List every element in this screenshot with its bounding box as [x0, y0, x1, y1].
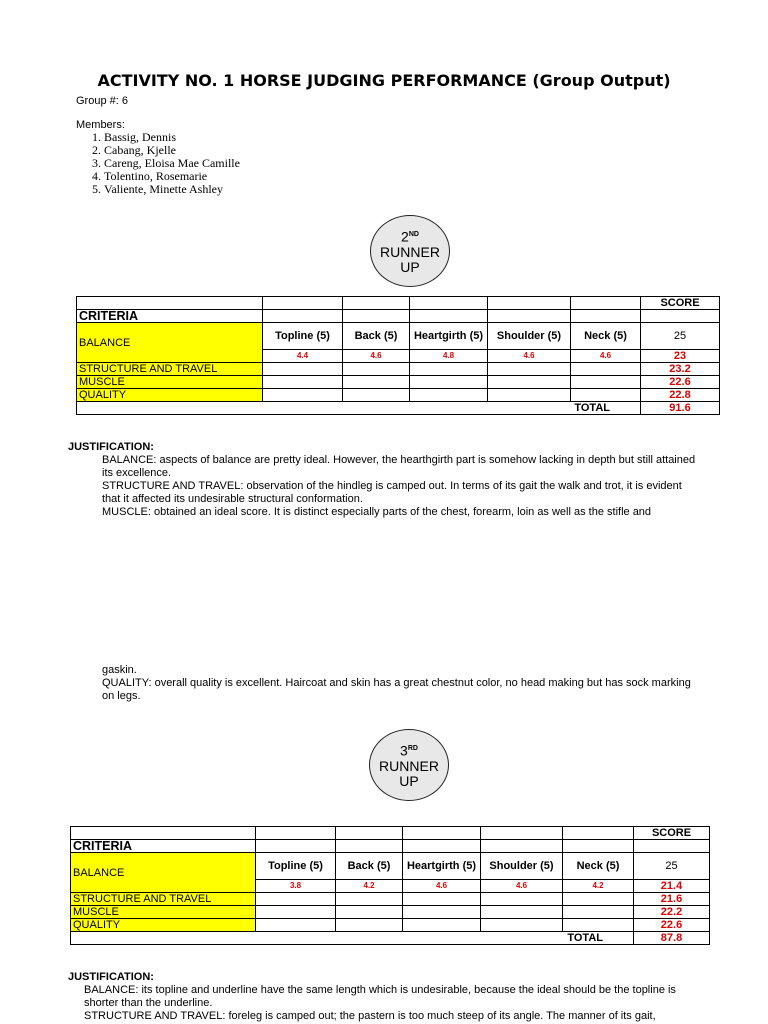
justification-text: MUSCLE: obtained an ideal score. It is distinct especially parts of the chest, forearm, loin as well as the stifle and [102, 506, 652, 518]
row-label: STRUCTURE AND TRAVEL [77, 363, 263, 376]
row-score: 22.8 [641, 389, 720, 402]
sub-value: 3.8 [256, 880, 336, 893]
justification [68, 971, 694, 1023]
row-score: 23.2 [641, 363, 720, 376]
justification-text: gaskin. [102, 664, 137, 676]
row-score: 22.6 [641, 376, 720, 389]
sub-header: Neck (5) [571, 323, 641, 350]
sub-value: 4.4 [263, 350, 343, 363]
justification-text: BALANCE: aspects of balance are pretty ideal. However, the hearthgirth part is somehow lacking in depth but still attained its excellence. [102, 454, 696, 479]
criteria-label: CRITERIA [77, 310, 263, 323]
balance-score: 23 [641, 350, 720, 363]
criteria-label: CRITERIA [71, 840, 256, 853]
sub-header: Back (5) [343, 323, 410, 350]
sub-value: 4.8 [410, 350, 488, 363]
row-label: STRUCTURE AND TRAVEL [71, 893, 256, 906]
row-label: MUSCLE [71, 906, 256, 919]
score-header: SCORE [634, 827, 710, 840]
sub-value: 4.6 [343, 350, 410, 363]
page-title: ACTIVITY NO. 1 HORSE JUDGING PERFORMANCE (Group Output) [97, 71, 671, 90]
member-item: 3. Careng, Eloisa Mae Camille [104, 157, 376, 170]
score-table [70, 826, 710, 945]
row-label: MUSCLE [77, 376, 263, 389]
row-score: 22.2 [634, 906, 710, 919]
member-item: 2. Cabang, Kjelle [104, 144, 376, 157]
balance-label: BALANCE [77, 323, 263, 363]
rank-badge: 2ND RUNNER UP [370, 215, 450, 287]
total-label: TOTAL [77, 402, 641, 415]
sub-header: Topline (5) [263, 323, 343, 350]
sub-value: 4.2 [336, 880, 403, 893]
justification-heading: JUSTIFICATION: [68, 971, 154, 983]
max-score: 25 [641, 323, 720, 350]
member-item: 1. Bassig, Dennis [104, 131, 376, 144]
members-label: Members: [76, 119, 125, 131]
sub-header: Shoulder (5) [481, 853, 563, 880]
sub-value: 4.6 [481, 880, 563, 893]
justification-text: STRUCTURE AND TRAVEL: foreleg is camped out; the pastern is too much steep of its angle. The manner of its gait, [84, 1010, 656, 1022]
max-score: 25 [634, 853, 710, 880]
score-header: SCORE [641, 297, 720, 310]
sub-header: Topline (5) [256, 853, 336, 880]
sub-header: Back (5) [336, 853, 403, 880]
sub-value: 4.6 [488, 350, 571, 363]
sub-value: 4.6 [403, 880, 481, 893]
justification-text: STRUCTURE AND TRAVEL: observation of the hindleg is camped out. In terms of its gait the walk and trot, it is evident that it affected its undesirable structural conformation. [102, 480, 682, 505]
member-item: 5. Valiente, Minette Ashley [104, 183, 376, 196]
total-score: 91.6 [641, 402, 720, 415]
justification-text: QUALITY: overall quality is excellent. Haircoat and skin has a great chestnut color, no head making but has sock marking on legs. [102, 677, 691, 702]
row-score: 21.6 [634, 893, 710, 906]
justification [68, 441, 702, 519]
row-label: QUALITY [77, 389, 263, 402]
sub-header: Heartgirth (5) [410, 323, 488, 350]
sub-header: Heartgirth (5) [403, 853, 481, 880]
row-label: QUALITY [71, 919, 256, 932]
score-table [76, 296, 720, 415]
balance-score: 21.4 [634, 880, 710, 893]
sub-header: Shoulder (5) [488, 323, 571, 350]
member-item: 4. Tolentino, Rosemarie [104, 170, 376, 183]
total-score: 87.8 [634, 932, 710, 945]
sub-value: 4.2 [563, 880, 634, 893]
balance-label: BALANCE [71, 853, 256, 893]
sub-header: Neck (5) [563, 853, 634, 880]
members-list [76, 131, 376, 196]
justification-heading: JUSTIFICATION: [68, 441, 154, 453]
justification-text: BALANCE: its topline and underline have the same length which is undesirable, because the ideal should be the topline is shorter than the underline. [84, 984, 676, 1009]
total-label: TOTAL [71, 932, 634, 945]
rank-badge: 3RD RUNNER UP [369, 729, 449, 801]
justification-continued [68, 664, 702, 703]
row-score: 22.6 [634, 919, 710, 932]
group-number: Group #: 6 [76, 95, 128, 107]
sub-value: 4.6 [571, 350, 641, 363]
